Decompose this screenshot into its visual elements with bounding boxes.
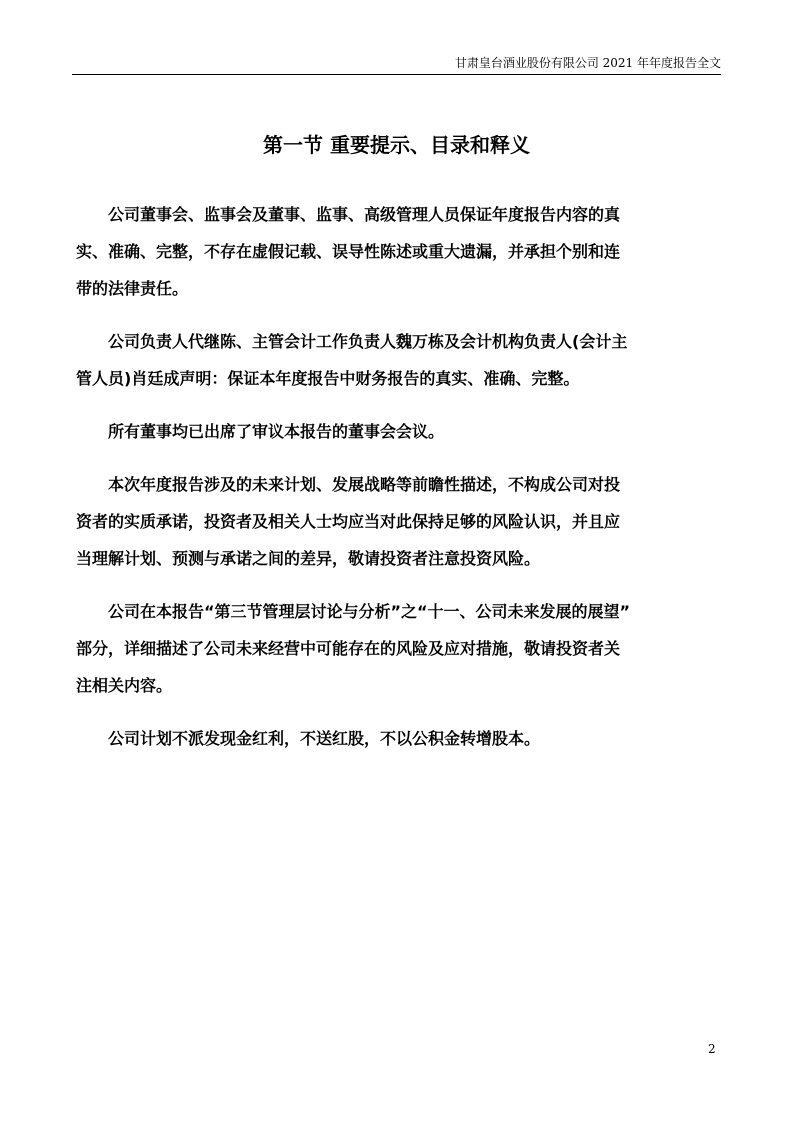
- paragraph-dividend-plan: 公司计划不派发现金红利，不送红股，不以公积金转增股本。: [108, 729, 541, 748]
- paragraph-board-attendance: 所有董事均已出席了审议本报告的董事会会议。: [108, 422, 445, 441]
- paragraph-risk-reference: 公司在本报告“第三节管理层讨论与分析”之“十一、公司未来发展的展望” 部分，详细描述了公司未来经营中可能存在的风险及应对措施，敬请投资者关 注相关内容。: [76, 602, 631, 695]
- paragraph-responsibility-statement: 公司董事会、监事会及董事、监事、高级管理人员保证年度报告内容的真 实、准确、完整，不存在虚假记载、误导性陈述或重大遗漏，并承担个别和连 带的法律责任。: [76, 205, 621, 298]
- paragraph-financial-declaration: 公司负责人代继陈、主管会计工作负责人魏万栋及会计机构负责人(会计主 管人员)肖廷成声明：保证本年度报告中财务报告的真实、准确、完整。: [76, 332, 628, 388]
- page-header: [72, 52, 721, 75]
- paragraph-forward-looking: 本次年度报告涉及的未来计划、发展战略等前瞻性描述，不构成公司对投 资者的实质承诺，投资者及相关人士均应当对此保持足够的风险认识，并且应 当理解计划、预测与承诺之间的差异，敬请投资者注意投资风险。: [76, 475, 621, 568]
- header-text: 甘肃皇台酒业股份有限公司 2021 年年度报告全文: [454, 56, 721, 70]
- section-title: 第一节 重要提示、目录和释义: [263, 133, 530, 157]
- page-number: 2: [708, 1042, 716, 1056]
- body-text: [76, 196, 718, 773]
